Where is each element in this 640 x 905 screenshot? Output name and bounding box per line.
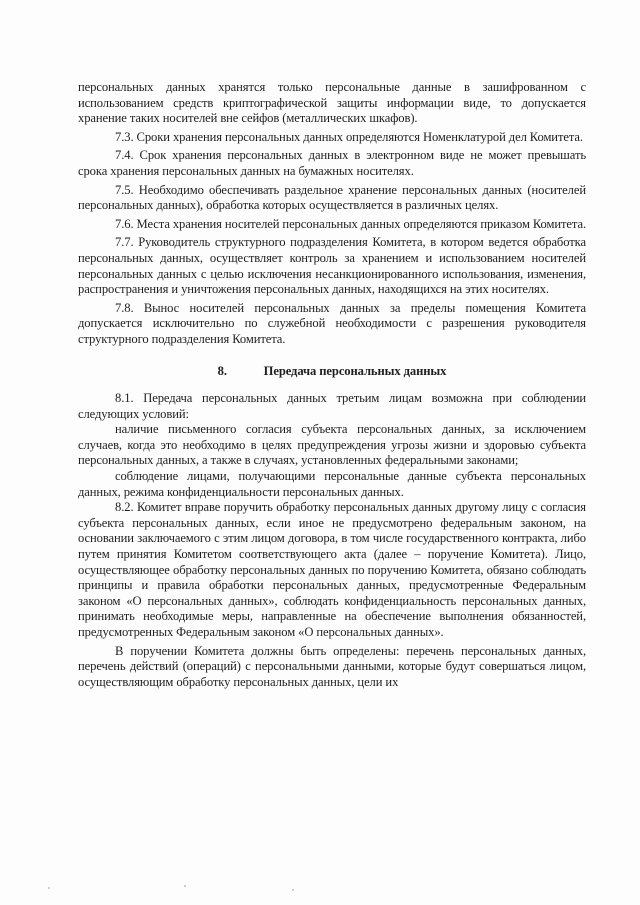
scan-noise (44, 884, 304, 894)
paragraph-commission-contents: В поручении Комитета должны быть определены: перечень персональных данных, перечень действий (операций) с персональными данными, которые будут совершаться лицом, осуществляющим обработку персональных данных, цели их (78, 643, 586, 689)
scan-dot (292, 889, 294, 891)
document-body (78, 80, 586, 690)
paragraph-8-1: 8.1. Передача персональных данных третьим лицам возможна при соблюдении следующих условий: (78, 391, 586, 421)
section-heading (78, 364, 586, 380)
paragraph-7-5: 7.5. Необходимо обеспечивать раздельное хранение персональных данных (носителей персональных данных), обработка которых осуществляется в различных целях. (78, 182, 586, 213)
paragraph-7-7: 7.7. Руководитель структурного подразделения Комитета, в котором ведется обработка персональных данных, осуществляет контроль за хранением и использованием носителей персональных данных с целью исключения несанкционированного использования, изменения, распространения и уничтожения персональных данных, находящихся на этих носителях. (78, 235, 586, 297)
paragraph-7-4: 7.4. Срок хранения персональных данных в электронном виде не может превышать срока хранения персональных данных на бумажных носителях. (78, 148, 586, 178)
paragraph-consent-condition: наличие письменного согласия субъекта персональных данных, за исключением случаев, когда это необходимо в целях предупреждения угрозы жизни и здоровью субъекта персональных данных, а также в случаях, установленных федеральными законами; (78, 422, 586, 468)
scan-dot (184, 885, 186, 887)
section-title: Передача персональных данных (263, 363, 447, 378)
scan-dot (48, 887, 50, 889)
paragraph-storage-continuation: персональных данных хранятся только персональные данные в зашифрованном с использованием средств криптографической защиты информации виде, то допускается хранение таких носителей вне сейфов (металлических шкафов). (78, 80, 586, 126)
paragraph-confidentiality-condition: соблюдение лицами, получающими персональные данные субъекта персональных данных, режима конфиденциальности персональных данных. (78, 469, 586, 499)
section-number: 8. (217, 363, 227, 378)
paragraph-7-6: 7.6. Места хранения носителей персональных данных определяются приказом Комитета. (115, 216, 586, 231)
paragraph-7-3: 7.3. Сроки хранения персональных данных определяются Номенклатурой дел Комитета. (115, 129, 583, 144)
paragraph-7-8: 7.8. Вынос носителей персональных данных за пределы помещения Комитета допускается исключительно по служебной необходимости с разрешения руководителя структурного подразделения Комитета. (78, 300, 586, 346)
paragraph-8-2: 8.2. Комитет вправе поручить обработку персональных данных другому лицу с согласия субъекта персональных данных, если иное не предусмотрено федеральным законом, на основании заключаемого с этим лицом договора, в том числе государственного контракта, либо путем принятия Комитетом соответствующего акта (далее – поручение Комитета). Лицо, осуществляющее обработку персональных данных по поручению Комитета, обязано соблюдать принципы и правила обработки персональных данных, предусмотренные Федеральным законом «О персональных данных», соблюдать конфиденциальность персональных данных, принимать необходимые меры, направленные на обеспечение выполнения обязанностей, предусмотренных Федеральным законом «О персональных данных». (78, 500, 586, 639)
